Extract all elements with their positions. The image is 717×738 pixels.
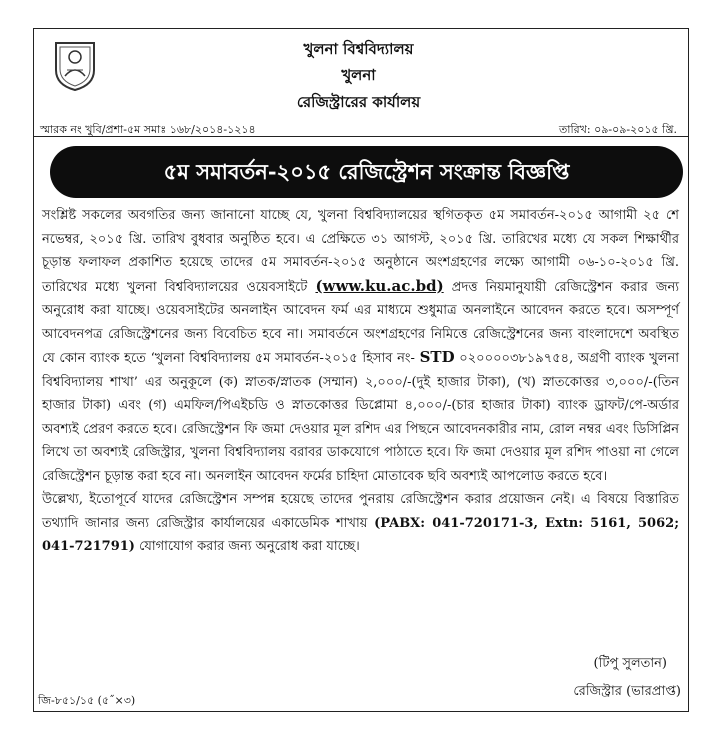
city-name: খুলনা: [341, 66, 376, 84]
notice-date: তারিখ: ০৯-০৯-২০১৫ খ্রি.: [559, 123, 677, 136]
signatory-name: (টিপু সুলতান): [593, 656, 667, 671]
paragraph-2: [42, 488, 679, 559]
notice-title-banner: ৫ম সমাবর্তন-২০১৫ রেজিস্ট্রেশন সংক্রান্ত বিজ্ঞপ্তি: [50, 146, 683, 198]
university-name: খুলনা বিশ্ববিদ্যালয়: [303, 40, 414, 58]
paragraph-1-text-c: ০২০০০০৩৮১৯৭৫৪, অগ্রণী ব্যাংক খুলনা বিশ্ববিদ্যালয় শাখা’ এর অনুকূলে (ক) স্নাতক/স্নাতক (সম্মান) ২,০০০/-(দুই হাজার টাকা), (খ) স্নাতকোত্তর ৩,০০০/-(তিন হাজার টাকা) এবং (গ) এমফিল/পিএইচডি ও স্নাতকোত্তর ডিপ্লোমা ৪,০০০/-(চার হাজার টাকা) ব্যাংক ড্রাফট/পে-অর্ডার অবশ্যই প্রেরণ করতে হবে। রেজিস্ট্রেশন ফি জমা দেওয়ার মূল রশিদ এর পিছনে আবেদনকারীর নাম, রোল নম্বর এবং ডিসিপ্লিন লিখে তা অবশ্যই রেজিস্ট্রার, খুলনা বিশ্ববিদ্যালয় বরাবর ডাকযোগে পাঠাতে হবে। ফি জমা দেওয়ার মূল রশিদ পাওয়া না গেলে রেজিস্ট্রেশন চূড়ান্ত করা হবে না। অনলাইন আবেদন ফর্মের চাহিদা মোতাবেক ছবি অবশ্যই আপলোড করতে হবে।: [42, 351, 679, 484]
account-prefix: STD: [419, 348, 455, 366]
notice-body: [42, 204, 679, 559]
contact-numbers: (PABX: 041-720171-3, Extn: 5161, 5062; 041-721791): [42, 515, 679, 554]
signatory-title: রেজিস্ট্রার (ভারপ্রাপ্ত): [573, 684, 681, 699]
reference-code: জি-৮৫১/১৫ (৫˝×৩): [38, 694, 136, 707]
header-divider: [34, 136, 688, 137]
paragraph-1: [42, 204, 679, 488]
office-name: রেজিস্ট্রারের কার্যালয়: [296, 93, 421, 111]
memo-number: স্মারক নং খুবি/প্রশা-৫ম সমাঃ ১৬৮/২০১৪-১২১৪: [40, 123, 256, 136]
paragraph-2-text-b: যোগাযোগ করার জন্য অনুরোধ করা যাচ্ছে।: [139, 539, 360, 554]
paragraph-2-text-a: উল্লেখ্য, ইতোপূর্বে যাদের রেজিস্ট্রেশন সম্পন্ন হয়েছে তাদের পুনরায় রেজিস্ট্রেশন করার প্রয়োজন নেই। এ বিষয়ে বিস্তারিত তথ্যাদি জানার জন্য রেজিস্ট্রার কার্যালয়ের একাডেমিক শাখায়: [42, 492, 679, 531]
paragraph-1-text-a: সংশ্লিষ্ট সকলের অবগতির জন্য জানানো যাচ্ছে যে, খুলনা বিশ্ববিদ্যালয়ের স্থগিতকৃত ৫ম সমাবর্তন-২০১৫ আগামী ২৫ শে নভেম্বর, ২০১৫ খ্রি. তারিখ বুধবার অনুষ্ঠিত হবে। এ প্রেক্ষিতে ৩১ আগস্ট, ২০১৫ খ্রি. তারিখের মধ্যে যে সকল শিক্ষার্থীর চূড়ান্ত ফলাফল প্রকাশিত হয়েছে তাদের ৫ম সমাবর্তন-২০১৫ অনুষ্ঠানে অংশগ্রহণের লক্ষ্যে আগামী ০৬-১০-২০১৫ খ্রি. তারিখের মধ্যে খুলনা বিশ্ববিদ্যালয়ের ওয়েবসাইটে: [42, 208, 679, 295]
paragraph-1-text-b: প্রদত্ত নিয়মানুযায়ী রেজিস্ট্রেশন করার জন্য অনুরোধ করা যাচ্ছে। ওয়েবসাইটের অনলাইন আবেদন ফর্ম এর মাধ্যমে শুধুমাত্র অনলাইনে আবেদন করতে হবে। অসম্পূর্ণ আবেদনপত্র রেজিস্ট্রেশনের জন্য বিবেচিত হবে না। সমাবর্তনে অংশগ্রহণের নিমিত্তে রেজিস্ট্রেশনের জন্য বাংলাদেশে অবস্থিত যে কোন ব্যাংক হতে ‘খুলনা বিশ্ববিদ্যালয় ৫ম সমাবর্তন-২০১৫ হিসাব নং-: [42, 279, 680, 366]
website-link: (www.ku.ac.bd): [315, 276, 444, 295]
